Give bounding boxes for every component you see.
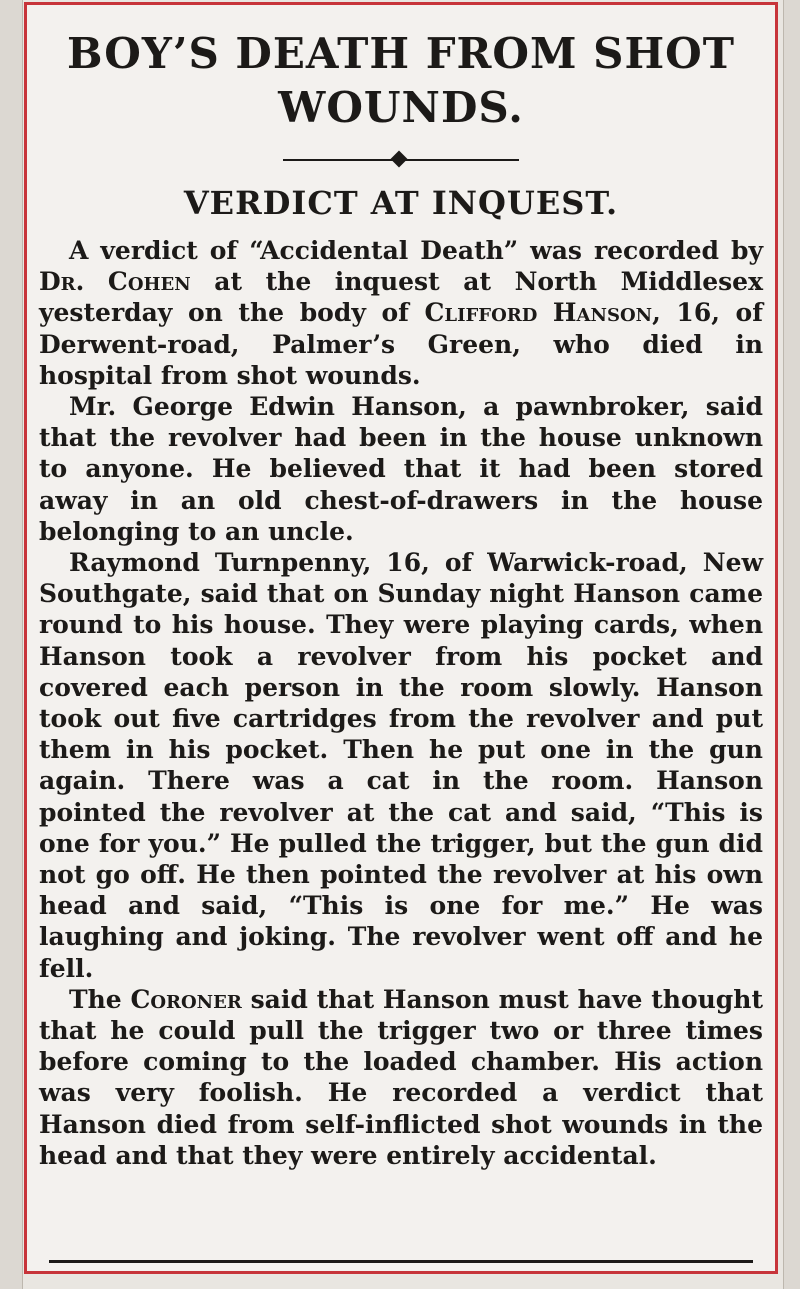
- rule-diamond-ornament: [391, 151, 408, 168]
- paragraph-1: [39, 235, 763, 391]
- paragraph-1-text-b: at the inquest at North Middlesex yesterday on the body of: [39, 267, 763, 328]
- headline: BOY’S DEATH FROM SHOT WOUNDS.: [67, 29, 735, 132]
- subheadline: VERDICT AT INQUEST.: [183, 184, 619, 222]
- article: [39, 27, 763, 1171]
- paragraph-4: [39, 984, 763, 1171]
- paragraph-4-text-b: said that Hanson must have thought that he could pull the trigger two or three times before coming to the loaded chamber. His action was very foolish. He recorded a verdict that Hanson died from self-inflicted shot wounds in the head and that they were entirely accidental.: [39, 984, 763, 1170]
- ornamental-rule: [283, 153, 519, 167]
- adjacent-column-right: [783, 0, 800, 1289]
- paragraph-1-text-a: A verdict of “Accidental Death” was recorded by: [69, 236, 763, 265]
- paragraph-4-text-a: The: [69, 984, 131, 1014]
- paragraph-3: Raymond Turnpenny, 16, of Warwick-road, New Southgate, said that on Sunday night Hanson came round to his house. They were playing cards, when Hanson took a revolver from his pocket and covered each person in the room slowly. Hanson took out five cartridges from the revolver and put them in his pocket. Then he put one in the gun again. There was a cat in the room. Hanson pointed the revolver at the cat and said, “This is one for you.” He pulled the trigger, but the gun did not go off. He then pointed the revolver at his own head and said, “This is one for me.” He was laughing and joking. The revolver went off and he fell.: [39, 548, 763, 983]
- bottom-rule: [49, 1260, 753, 1263]
- deceased-name: Clifford Hanson: [424, 298, 653, 328]
- paragraph-2: Mr. George Edwin Hanson, a pawnbroker, said that the revolver had been in the house unknown to anyone. He believed that it had been stored away in an old chest-of-drawers in the house belonging to an uncle.: [39, 392, 763, 546]
- coroner-name: Dr. Cohen: [39, 267, 191, 297]
- newspaper-clipping: [24, 2, 778, 1274]
- adjacent-column-left: [0, 0, 23, 1289]
- paragraph-1-text-c: , 16, of Derwent-road, Palmer’s Green, who died in hospital from shot wounds.: [39, 298, 763, 390]
- coroner-title: Coroner: [130, 984, 242, 1014]
